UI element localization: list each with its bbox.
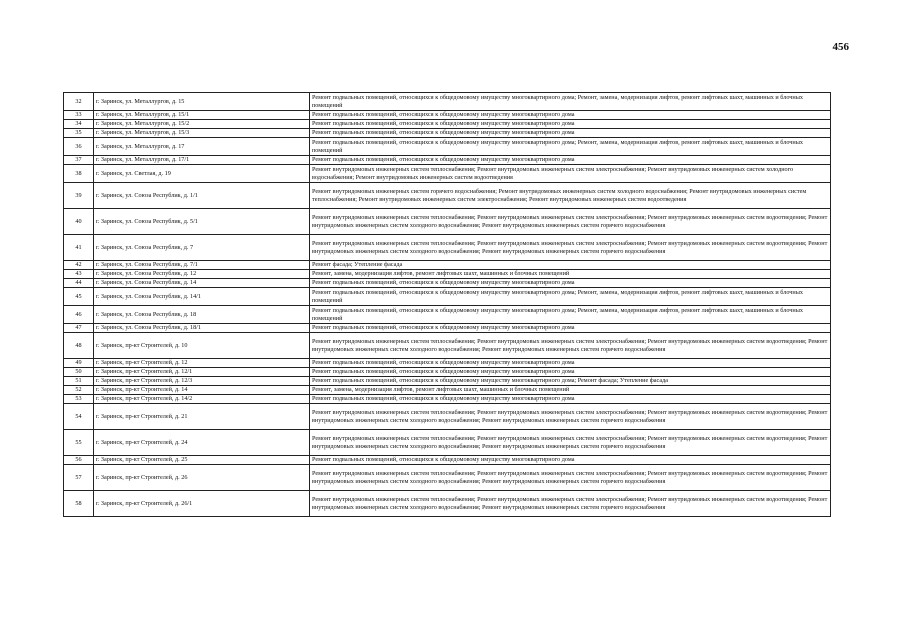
row-works: Ремонт, замена, модернизация лифтов, ремонт лифтовых шахт, машинных и блочных помещений xyxy=(310,270,831,279)
table-row xyxy=(64,377,831,386)
row-address: г. Заринск, ул. Союза Республик, д. 12 xyxy=(94,270,310,279)
row-address: г. Заринск, пр-кт Строителей, д. 14/2 xyxy=(94,395,310,404)
row-number: 47 xyxy=(64,324,94,333)
table-row xyxy=(64,306,831,324)
table-row xyxy=(64,261,831,270)
row-number: 54 xyxy=(64,404,94,430)
table-row xyxy=(64,333,831,359)
row-address: г. Заринск, ул. Металлургов, д. 17/1 xyxy=(94,156,310,165)
row-number: 40 xyxy=(64,209,94,235)
row-works: Ремонт внутридомовых инженерных систем теплоснабжения; Ремонт внутридомовых инженерных систем электроснабжения; Ремонт внутридомовых инженерных систем водоотведения; Ремонт внутридомовых инженерных систем холодного водоснабжения; Ремонт внутридомовых инженерных систем горячего водоснабжения xyxy=(310,404,831,430)
row-number: 44 xyxy=(64,279,94,288)
row-address: г. Заринск, ул. Металлургов, д. 15/1 xyxy=(94,111,310,120)
row-works: Ремонт внутридомовых инженерных систем горячего водоснабжения; Ремонт внутридомовых инженерных систем холодного водоснабжения; Ремонт внутридомовых инженерных систем теплоснабжения; Ремонт внутридомовых инженерных систем электроснабжения; Ремонт внутридомовых инженерных систем водоотведения xyxy=(310,183,831,209)
row-address: г. Заринск, ул. Союза Республик, д. 7 xyxy=(94,235,310,261)
table-row xyxy=(64,430,831,456)
row-address: г. Заринск, пр-кт Строителей, д. 14 xyxy=(94,386,310,395)
row-number: 32 xyxy=(64,93,94,111)
row-address: г. Заринск, ул. Металлургов, д. 15/2 xyxy=(94,120,310,129)
row-address: г. Заринск, ул. Союза Республик, д. 7/1 xyxy=(94,261,310,270)
table-row xyxy=(64,359,831,368)
table-row xyxy=(64,456,831,465)
table-row xyxy=(64,209,831,235)
table-row xyxy=(64,270,831,279)
row-address: г. Заринск, ул. Союза Республик, д. 18 xyxy=(94,306,310,324)
row-address: г. Заринск, пр-кт Строителей, д. 26 xyxy=(94,465,310,491)
row-number: 35 xyxy=(64,129,94,138)
row-works: Ремонт подвальных помещений, относящихся к общедомовому имуществу многоквартирного дома; Ремонт, замена, модернизация лифтов, ремонт лифтовых шахт, машинных и блочных помещений xyxy=(310,138,831,156)
row-number: 48 xyxy=(64,333,94,359)
row-number: 33 xyxy=(64,111,94,120)
row-address: г. Заринск, ул. Металлургов, д. 15/3 xyxy=(94,129,310,138)
table-row xyxy=(64,235,831,261)
row-works: Ремонт подвальных помещений, относящихся к общедомовому имуществу многоквартирного дома xyxy=(310,120,831,129)
row-number: 55 xyxy=(64,430,94,456)
row-works: Ремонт внутридомовых инженерных систем теплоснабжения; Ремонт внутридомовых инженерных систем электроснабжения; Ремонт внутридомовых инженерных систем водоотведения; Ремонт внутридомовых инженерных систем холодного водоснабжения; Ремонт внутридомовых инженерных систем горячего водоснабжения xyxy=(310,465,831,491)
table-row xyxy=(64,404,831,430)
row-number: 36 xyxy=(64,138,94,156)
row-works: Ремонт подвальных помещений, относящихся к общедомовому имуществу многоквартирного дома; Ремонт фасада; Утепление фасада xyxy=(310,377,831,386)
row-number: 38 xyxy=(64,165,94,183)
row-address: г. Заринск, ул. Металлургов, д. 15 xyxy=(94,93,310,111)
row-address: г. Заринск, пр-кт Строителей, д. 25 xyxy=(94,456,310,465)
row-works: Ремонт подвальных помещений, относящихся к общедомовому имуществу многоквартирного дома xyxy=(310,156,831,165)
row-address: г. Заринск, пр-кт Строителей, д. 12 xyxy=(94,359,310,368)
table-row xyxy=(64,183,831,209)
row-address: г. Заринск, пр-кт Строителей, д. 24 xyxy=(94,430,310,456)
row-number: 46 xyxy=(64,306,94,324)
table-row xyxy=(64,138,831,156)
row-address: г. Заринск, ул. Светлая, д. 19 xyxy=(94,165,310,183)
row-address: г. Заринск, пр-кт Строителей, д. 12/3 xyxy=(94,377,310,386)
table-row xyxy=(64,465,831,491)
table-row xyxy=(64,279,831,288)
row-number: 58 xyxy=(64,491,94,517)
row-address: г. Заринск, ул. Союза Республик, д. 5/1 xyxy=(94,209,310,235)
row-works: Ремонт подвальных помещений, относящихся к общедомовому имуществу многоквартирного дома; Ремонт, замена, модернизация лифтов, ремонт лифтовых шахт, машинных и блочных помещений xyxy=(310,306,831,324)
row-number: 42 xyxy=(64,261,94,270)
table-row xyxy=(64,368,831,377)
works-table xyxy=(63,92,831,517)
row-number: 43 xyxy=(64,270,94,279)
row-works: Ремонт внутридомовых инженерных систем теплоснабжения; Ремонт внутридомовых инженерных систем электроснабжения; Ремонт внутридомовых инженерных систем водоотведения; Ремонт внутридомовых инженерных систем холодного водоснабжения; Ремонт внутридомовых инженерных систем горячего водоснабжения xyxy=(310,235,831,261)
table-row xyxy=(64,129,831,138)
row-number: 34 xyxy=(64,120,94,129)
row-works: Ремонт подвальных помещений, относящихся к общедомовому имуществу многоквартирного дома xyxy=(310,111,831,120)
table-row xyxy=(64,156,831,165)
row-number: 50 xyxy=(64,368,94,377)
row-works: Ремонт внутридомовых инженерных систем теплоснабжения; Ремонт внутридомовых инженерных систем электроснабжения; Ремонт внутридомовых инженерных систем водоотведения; Ремонт внутридомовых инженерных систем холодного водоснабжения; Ремонт внутридомовых инженерных систем горячего водоснабжения xyxy=(310,491,831,517)
row-number: 49 xyxy=(64,359,94,368)
row-works: Ремонт внутридомовых инженерных систем теплоснабжения; Ремонт внутридомовых инженерных систем электроснабжения; Ремонт внутридомовых инженерных систем водоотведения; Ремонт внутридомовых инженерных систем холодного водоснабжения; Ремонт внутридомовых инженерных систем горячего водоснабжения xyxy=(310,430,831,456)
table-row xyxy=(64,120,831,129)
row-address: г. Заринск, ул. Союза Республик, д. 14 xyxy=(94,279,310,288)
row-number: 53 xyxy=(64,395,94,404)
table-row xyxy=(64,395,831,404)
row-works: Ремонт внутридомовых инженерных систем теплоснабжения; Ремонт внутридомовых инженерных систем электроснабжения; Ремонт внутридомовых инженерных систем водоотведения; Ремонт внутридомовых инженерных систем холодного водоснабжения; Ремонт внутридомовых инженерных систем горячего водоснабжения xyxy=(310,333,831,359)
row-number: 37 xyxy=(64,156,94,165)
page-number: 456 xyxy=(832,41,849,53)
row-number: 51 xyxy=(64,377,94,386)
row-address: г. Заринск, ул. Союза Республик, д. 14/1 xyxy=(94,288,310,306)
row-works: Ремонт подвальных помещений, относящихся к общедомовому имуществу многоквартирного дома xyxy=(310,368,831,377)
table-row xyxy=(64,111,831,120)
row-works: Ремонт внутридомовых инженерных систем теплоснабжения; Ремонт внутридомовых инженерных систем электроснабжения; Ремонт внутридомовых инженерных систем холодного водоснабжения; Ремонт внутридомовых инженерных систем водоотведения xyxy=(310,165,831,183)
row-works: Ремонт фасада; Утепление фасада xyxy=(310,261,831,270)
row-number: 57 xyxy=(64,465,94,491)
row-works: Ремонт подвальных помещений, относящихся к общедомовому имуществу многоквартирного дома xyxy=(310,129,831,138)
row-address: г. Заринск, пр-кт Строителей, д. 26/1 xyxy=(94,491,310,517)
row-works: Ремонт, замена, модернизация лифтов, ремонт лифтовых шахт, машинных и блочных помещений xyxy=(310,386,831,395)
row-address: г. Заринск, ул. Союза Республик, д. 18/1 xyxy=(94,324,310,333)
row-address: г. Заринск, ул. Союза Республик, д. 1/1 xyxy=(94,183,310,209)
row-number: 52 xyxy=(64,386,94,395)
works-table-body xyxy=(64,93,831,517)
row-number: 39 xyxy=(64,183,94,209)
row-number: 41 xyxy=(64,235,94,261)
row-address: г. Заринск, пр-кт Строителей, д. 12/1 xyxy=(94,368,310,377)
table-row xyxy=(64,491,831,517)
row-address: г. Заринск, пр-кт Строителей, д. 21 xyxy=(94,404,310,430)
table-row xyxy=(64,324,831,333)
row-works: Ремонт подвальных помещений, относящихся к общедомовому имуществу многоквартирного дома xyxy=(310,359,831,368)
row-works: Ремонт подвальных помещений, относящихся к общедомовому имуществу многоквартирного дома; Ремонт, замена, модернизация лифтов, ремонт лифтовых шахт, машинных и блочных помещений xyxy=(310,93,831,111)
table-row xyxy=(64,386,831,395)
table-row xyxy=(64,288,831,306)
row-works: Ремонт подвальных помещений, относящихся к общедомовому имуществу многоквартирного дома xyxy=(310,456,831,465)
table-row xyxy=(64,165,831,183)
table-row xyxy=(64,93,831,111)
row-works: Ремонт подвальных помещений, относящихся к общедомовому имуществу многоквартирного дома xyxy=(310,395,831,404)
row-works: Ремонт внутридомовых инженерных систем теплоснабжения; Ремонт внутридомовых инженерных систем электроснабжения; Ремонт внутридомовых инженерных систем водоотведения; Ремонт внутридомовых инженерных систем холодного водоснабжения; Ремонт внутридомовых инженерных систем горячего водоснабжения xyxy=(310,209,831,235)
row-number: 45 xyxy=(64,288,94,306)
row-works: Ремонт подвальных помещений, относящихся к общедомовому имуществу многоквартирного дома; Ремонт, замена, модернизация лифтов, ремонт лифтовых шахт, машинных и блочных помещений xyxy=(310,288,831,306)
row-works: Ремонт подвальных помещений, относящихся к общедомовому имуществу многоквартирного дома xyxy=(310,324,831,333)
row-address: г. Заринск, пр-кт Строителей, д. 10 xyxy=(94,333,310,359)
row-number: 56 xyxy=(64,456,94,465)
row-address: г. Заринск, ул. Металлургов, д. 17 xyxy=(94,138,310,156)
row-works: Ремонт подвальных помещений, относящихся к общедомовому имуществу многоквартирного дома xyxy=(310,279,831,288)
